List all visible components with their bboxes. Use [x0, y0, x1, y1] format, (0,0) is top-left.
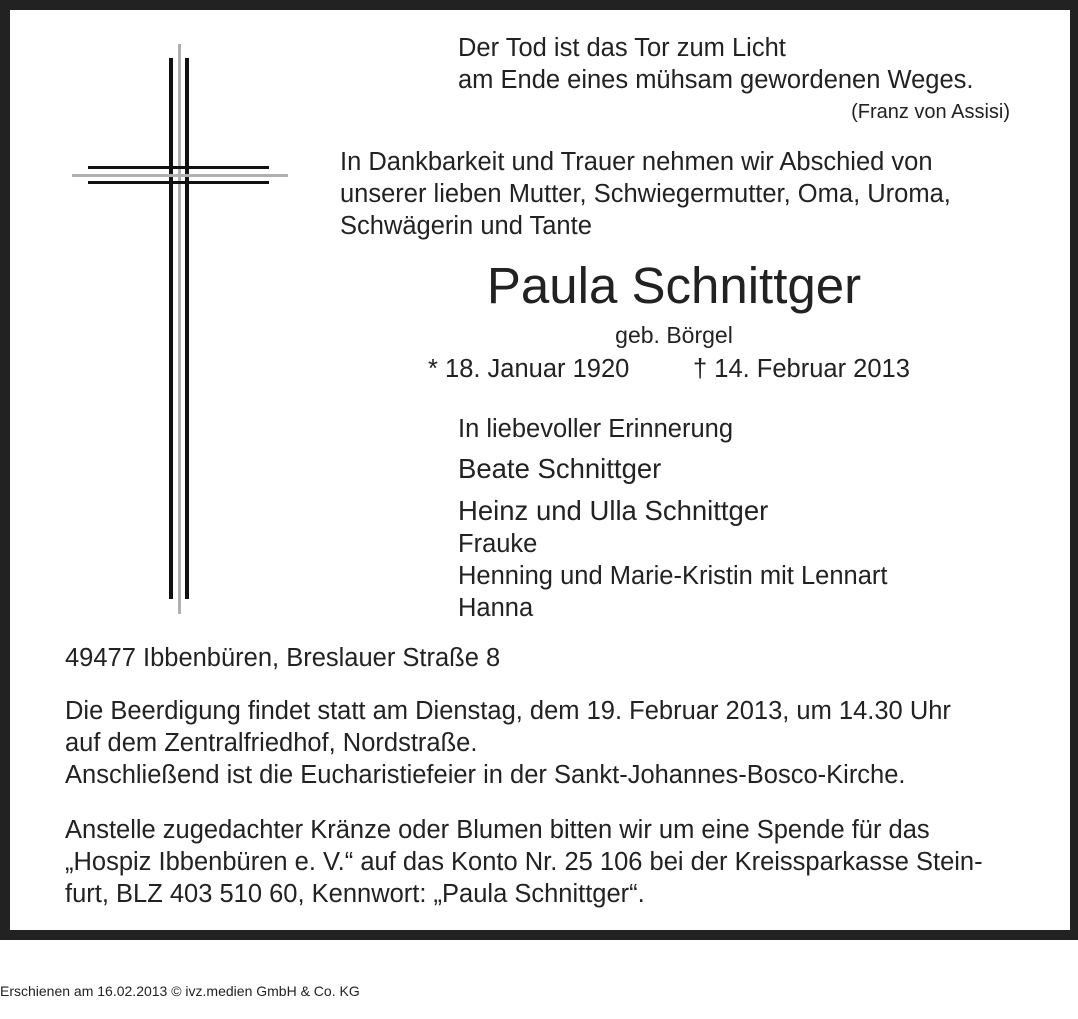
intro-line-2: unserer lieben Mutter, Schwiegermutter, Oma, Uroma,: [340, 180, 951, 208]
funeral-line-1: Die Beerdigung findet statt am Dienstag, dem 19. Februar 2013, um 14.30 Uhr: [65, 697, 951, 725]
mourner-sub-2: Henning und Marie-Kristin mit Lennart: [458, 562, 888, 590]
donation-line-3: furt, BLZ 403 510 60, Kennwort: „Paula Schnittger“.: [65, 880, 645, 908]
mourner-sub-3: Hanna: [458, 594, 534, 622]
quote-line-1: Der Tod ist das Tor zum Licht: [458, 34, 786, 62]
publication-footer: Erschienen am 16.02.2013 © ivz.medien GmbH & Co. KG: [0, 983, 360, 999]
funeral-line-3: Anschließend ist die Eucharistiefeier in der Sankt-Johannes-Bosco-Kirche.: [65, 761, 906, 789]
intro-line-3: Schwägerin und Tante: [340, 212, 592, 240]
quote-author: (Franz von Assisi): [851, 101, 1010, 123]
mourner-sub-1: Frauke: [458, 530, 538, 558]
maiden-name: geb. Börgel: [615, 322, 733, 348]
address: 49477 Ibbenbüren, Breslauer Straße 8: [65, 644, 501, 672]
mourner-name-1: Beate Schnittger: [458, 453, 662, 484]
deceased-name: Paula Schnittger: [486, 257, 862, 314]
birth-date: * 18. Januar 1920: [428, 355, 630, 383]
funeral-line-2: auf dem Zentralfriedhof, Nordstraße.: [65, 729, 478, 757]
mourners-heading: In liebevoller Erinnerung: [458, 415, 733, 443]
quote-line-2: am Ende eines mühsam gewordenen Weges.: [458, 66, 974, 94]
intro-line-1: In Dankbarkeit und Trauer nehmen wir Abschied von: [340, 148, 933, 176]
donation-line-2: „Hospiz Ibbenbüren e. V.“ auf das Konto Nr. 25 106 bei der Kreissparkasse Stein-: [65, 848, 983, 876]
mourner-name-2: Heinz und Ulla Schnittger: [458, 495, 769, 526]
death-date: † 14. Februar 2013: [693, 355, 910, 383]
donation-line-1: Anstelle zugedachter Kränze oder Blumen bitten wir um eine Spende für das: [65, 816, 930, 844]
